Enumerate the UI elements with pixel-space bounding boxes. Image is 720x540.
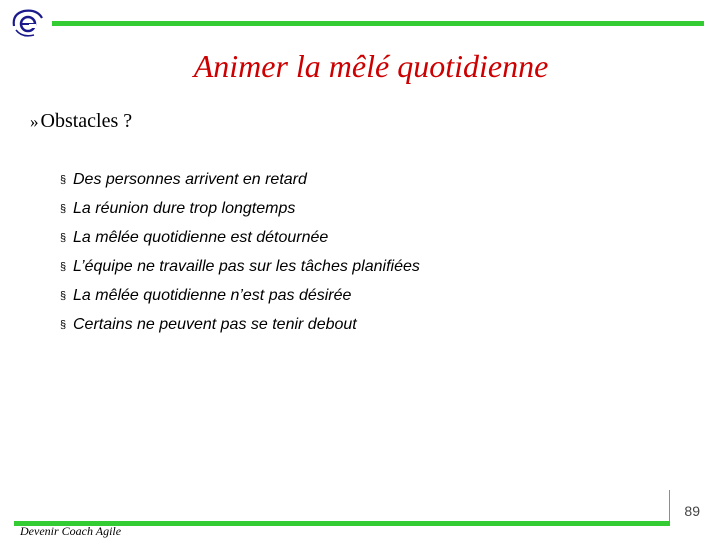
list-item [60, 281, 420, 310]
bullet-marker: § [60, 290, 67, 302]
top-rule [52, 21, 704, 26]
section-marker: » [30, 112, 39, 131]
bullet-text: La mêlée quotidienne est détournée [73, 229, 329, 246]
bottom-rule-tick [669, 490, 670, 526]
bullet-marker: § [60, 232, 67, 244]
footer-text: Devenir Coach Agile [20, 524, 122, 538]
bullet-marker: § [60, 319, 67, 331]
section-heading-text: Obstacles ? [40, 110, 133, 132]
bullet-text: La mêlée quotidienne n’est pas désirée [73, 287, 352, 304]
section-heading [30, 110, 132, 133]
slide-title: Animer la mêlé quotidienne [193, 48, 549, 84]
bullet-marker: § [60, 261, 67, 273]
list-item [60, 252, 420, 281]
bullet-list [60, 165, 420, 339]
list-item [60, 310, 420, 339]
list-item [60, 165, 420, 194]
bullet-marker: § [60, 174, 67, 186]
bullet-marker: § [60, 203, 67, 215]
bullet-text: L’équipe ne travaille pas sur les tâches planifiées [73, 258, 420, 275]
bullet-text: Des personnes arrivent en retard [73, 171, 307, 188]
list-item [60, 194, 420, 223]
bullet-text: Certains ne peuvent pas se tenir debout [73, 316, 357, 333]
page-number: 89 [684, 503, 700, 519]
list-item [60, 223, 420, 252]
bullet-text: La réunion dure trop longtemps [73, 200, 296, 217]
logo-icon [10, 6, 46, 40]
